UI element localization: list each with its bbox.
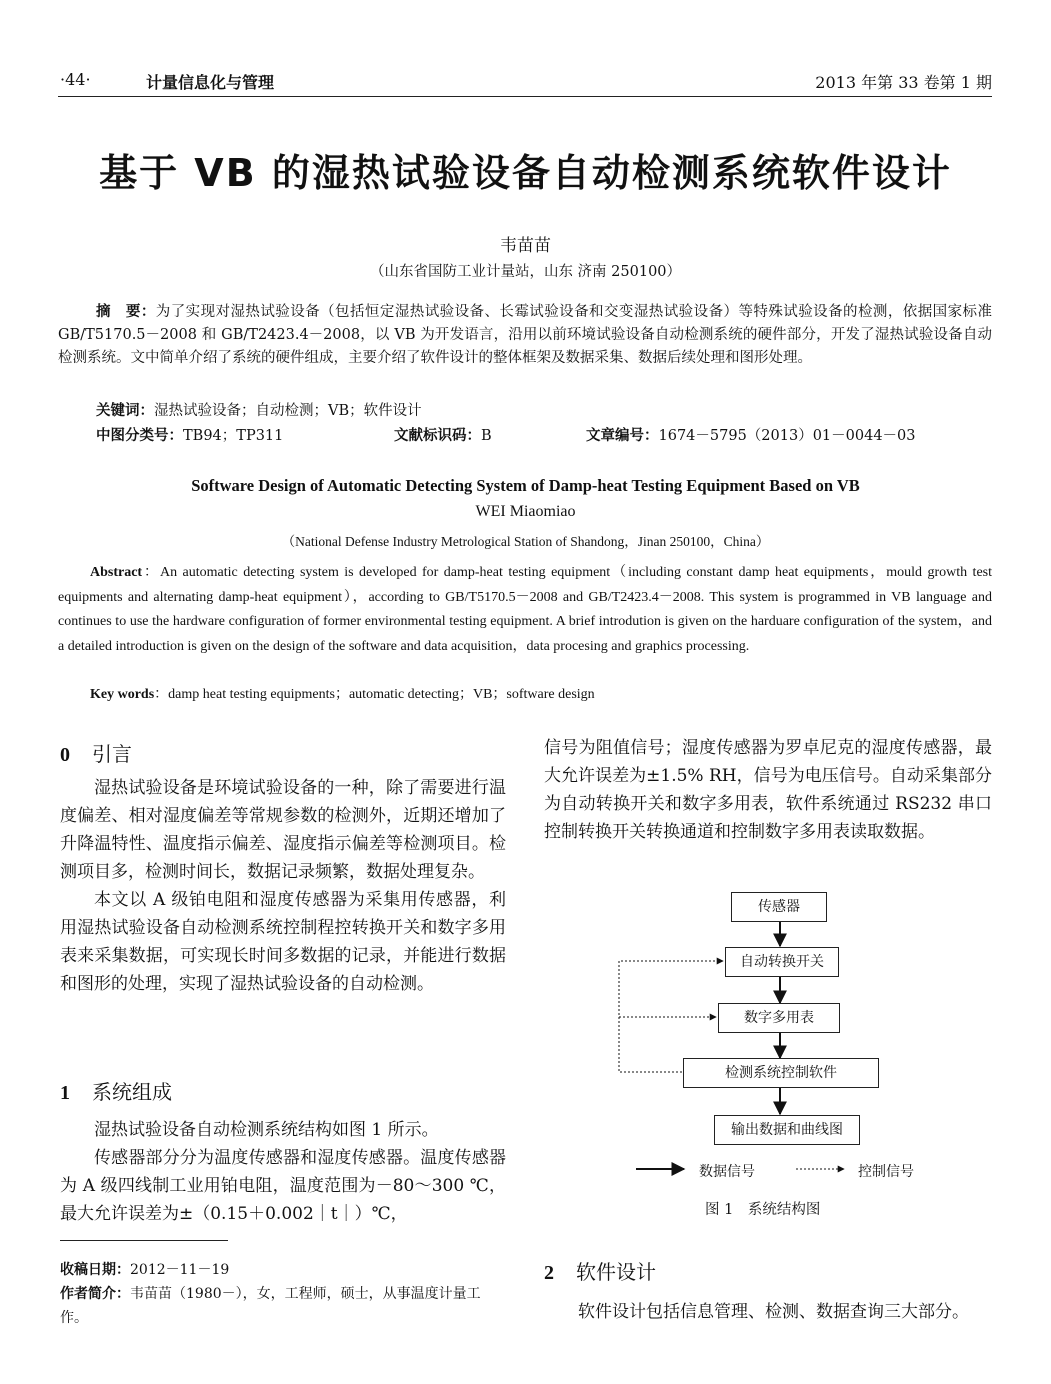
box-sensor: 传感器 bbox=[731, 892, 827, 922]
section-1-title: 系统组成 bbox=[92, 1080, 172, 1104]
section-2-heading bbox=[544, 1256, 656, 1285]
bio-value: 韦苗苗（1980－），女，工程师，硕士，从事温度计量工作。 bbox=[60, 1286, 481, 1326]
abstract-text: 为了实现对湿热试验设备（包括恒定湿热试验设备、长霉试验设备和交变湿热试验设备）等特殊试验设备的检测，依据国家标准 GB/T5170.5－2008 和 GB/T2423.4－2008，以 VB 为开发语言，沿用以前环境试验设备自动检测系统的硬件部分，开发了湿热试验设备自动检测系统。文中简单介绍了系统的硬件组成，主要介绍了软件设计的整体框架及数据采集、数据后续处理和图形处理。 bbox=[58, 304, 992, 366]
intro-paragraph-2: 本文以 A 级铂电阻和湿度传感器为采集用传感器，利用湿热试验设备自动检测系统控制程控转换开关和数字多用表来采集数据，可实现长时间多数据的记录，并能进行数据和图形的处理，实现了湿热试验设备的自动检测。 bbox=[60, 890, 506, 994]
sensor-paragraph: 信号为阻值信号；湿度传感器为罗卓尼克的湿度传感器，最大允许误差为±1.5% RH，信号为电压信号。自动采集部分为自动转换开关和数字多用表，软件系统通过 RS232 串口控制转换开关转换通道和控制数字多用表读取数据。 bbox=[544, 738, 992, 842]
keywords-label: 关键词： bbox=[96, 403, 154, 419]
english-title: Software Design of Automatic Detecting System of Damp-heat Testing Equipment Based on VB bbox=[191, 476, 860, 495]
section-1-heading bbox=[60, 1076, 172, 1105]
system-paragraph-1: 湿热试验设备自动检测系统结构如图 1 所示。 bbox=[94, 1120, 439, 1140]
doc-value: B bbox=[481, 428, 492, 444]
keywords-cn bbox=[58, 400, 992, 423]
article-number bbox=[586, 424, 916, 445]
received-label: 收稿日期： bbox=[60, 1262, 130, 1278]
bio-label: 作者简介： bbox=[60, 1286, 130, 1302]
figure-1 bbox=[600, 886, 960, 1186]
intro-paragraph-1: 湿热试验设备是环境试验设备的一种，除了需要进行温度偏差、相对湿度偏差等常规参数的检测外，近期还增加了升降温特性、温度指示偏差、湿度指示偏差等检测项目。检测项目多，检测时间长，数据记录频繁，数据处理复杂。 bbox=[60, 778, 506, 882]
box-control-software: 检测系统控制软件 bbox=[683, 1058, 879, 1088]
system-paragraph-2: 传感器部分分为温度传感器和湿度传感器。温度传感器为 A 级四线制工业用铂电阻，温度范围为－80～300 ℃，最大允许误差为±（0.15＋0.002｜t｜）℃， bbox=[60, 1148, 506, 1224]
received-value: 2012－11－19 bbox=[130, 1262, 230, 1278]
english-affiliation: （National Defense Industry Metrological Station of Shandong，Jinan 250100，China） bbox=[281, 534, 770, 549]
section-0-heading bbox=[60, 738, 132, 767]
english-keywords bbox=[90, 683, 595, 703]
header-rule bbox=[58, 96, 992, 97]
section-0-title: 引言 bbox=[92, 742, 132, 766]
right-paragraph bbox=[544, 734, 992, 846]
article-value: 1674－5795（2013）01－0044－03 bbox=[658, 428, 916, 444]
software-paragraph-block bbox=[544, 1298, 992, 1326]
received-date bbox=[60, 1258, 506, 1282]
intro-paragraphs bbox=[60, 774, 506, 998]
system-paragraphs bbox=[60, 1116, 506, 1228]
figure-caption: 图 1 系统结构图 bbox=[705, 1202, 821, 1218]
affiliation: （山东省国防工业计量站，山东 济南 250100） bbox=[369, 264, 682, 280]
english-abstract-label: Abstract bbox=[90, 565, 143, 580]
issue-info: 2013 年第 33 卷第 1 期 bbox=[815, 73, 992, 92]
footnote-rule bbox=[60, 1240, 228, 1241]
english-abstract bbox=[58, 561, 992, 659]
english-abstract-text: ：An automatic detecting system is developed for damp-heat testing equipment（including constant damp heat equipments，mould growth test equipments and alternating damp-heat equipment），according to GB/T5170.5－2008 and GB/T2423.4－2008. This system is programmed in VB language and continues to use the hardware configuration of former environmental testing equipment. A brief introdution is given on the harduare configuration of the system，and a detailed introduction is given on the design of the software and data acquisition，data procesing and graphics processing. bbox=[58, 565, 992, 654]
software-paragraph: 软件设计包括信息管理、检测、数据查询三大部分。 bbox=[578, 1302, 969, 1322]
english-author: WEI Miaomiao bbox=[475, 503, 576, 520]
page-number: ·44· bbox=[60, 70, 91, 89]
section-0-number: 0 bbox=[60, 744, 70, 766]
keywords-text: 湿热试验设备；自动检测；VB；软件设计 bbox=[154, 403, 422, 419]
legend-data-label: 数据信号 bbox=[699, 1164, 755, 1180]
english-keywords-text: ：damp heat testing equipments；automatic detecting；VB；software design bbox=[154, 687, 595, 702]
box-auto-switch: 自动转换开关 bbox=[725, 947, 839, 977]
abstract-cn bbox=[58, 301, 992, 370]
journal-name: 计量信息化与管理 bbox=[146, 73, 275, 92]
clc-label: 中图分类号： bbox=[96, 428, 183, 444]
section-2-title: 软件设计 bbox=[576, 1260, 656, 1284]
paper-title: 基于 VB 的湿热试验设备自动检测系统软件设计 bbox=[99, 151, 952, 195]
author: 韦苗苗 bbox=[500, 236, 551, 256]
clc-value: TB94；TP311 bbox=[183, 428, 284, 444]
legend-control-label: 控制信号 bbox=[858, 1164, 914, 1180]
abstract-label: 摘 要： bbox=[96, 304, 156, 320]
section-1-number: 1 bbox=[60, 1082, 70, 1104]
footnote bbox=[60, 1258, 506, 1330]
article-label: 文章编号： bbox=[586, 428, 659, 444]
box-multimeter: 数字多用表 bbox=[718, 1003, 840, 1033]
clc-code bbox=[96, 424, 283, 445]
box-output: 输出数据和曲线图 bbox=[714, 1115, 860, 1145]
doc-code bbox=[394, 424, 492, 445]
author-bio bbox=[60, 1282, 506, 1330]
section-2-number: 2 bbox=[544, 1262, 554, 1284]
doc-label: 文献标识码： bbox=[394, 428, 481, 444]
english-keywords-label: Key words bbox=[90, 687, 155, 702]
